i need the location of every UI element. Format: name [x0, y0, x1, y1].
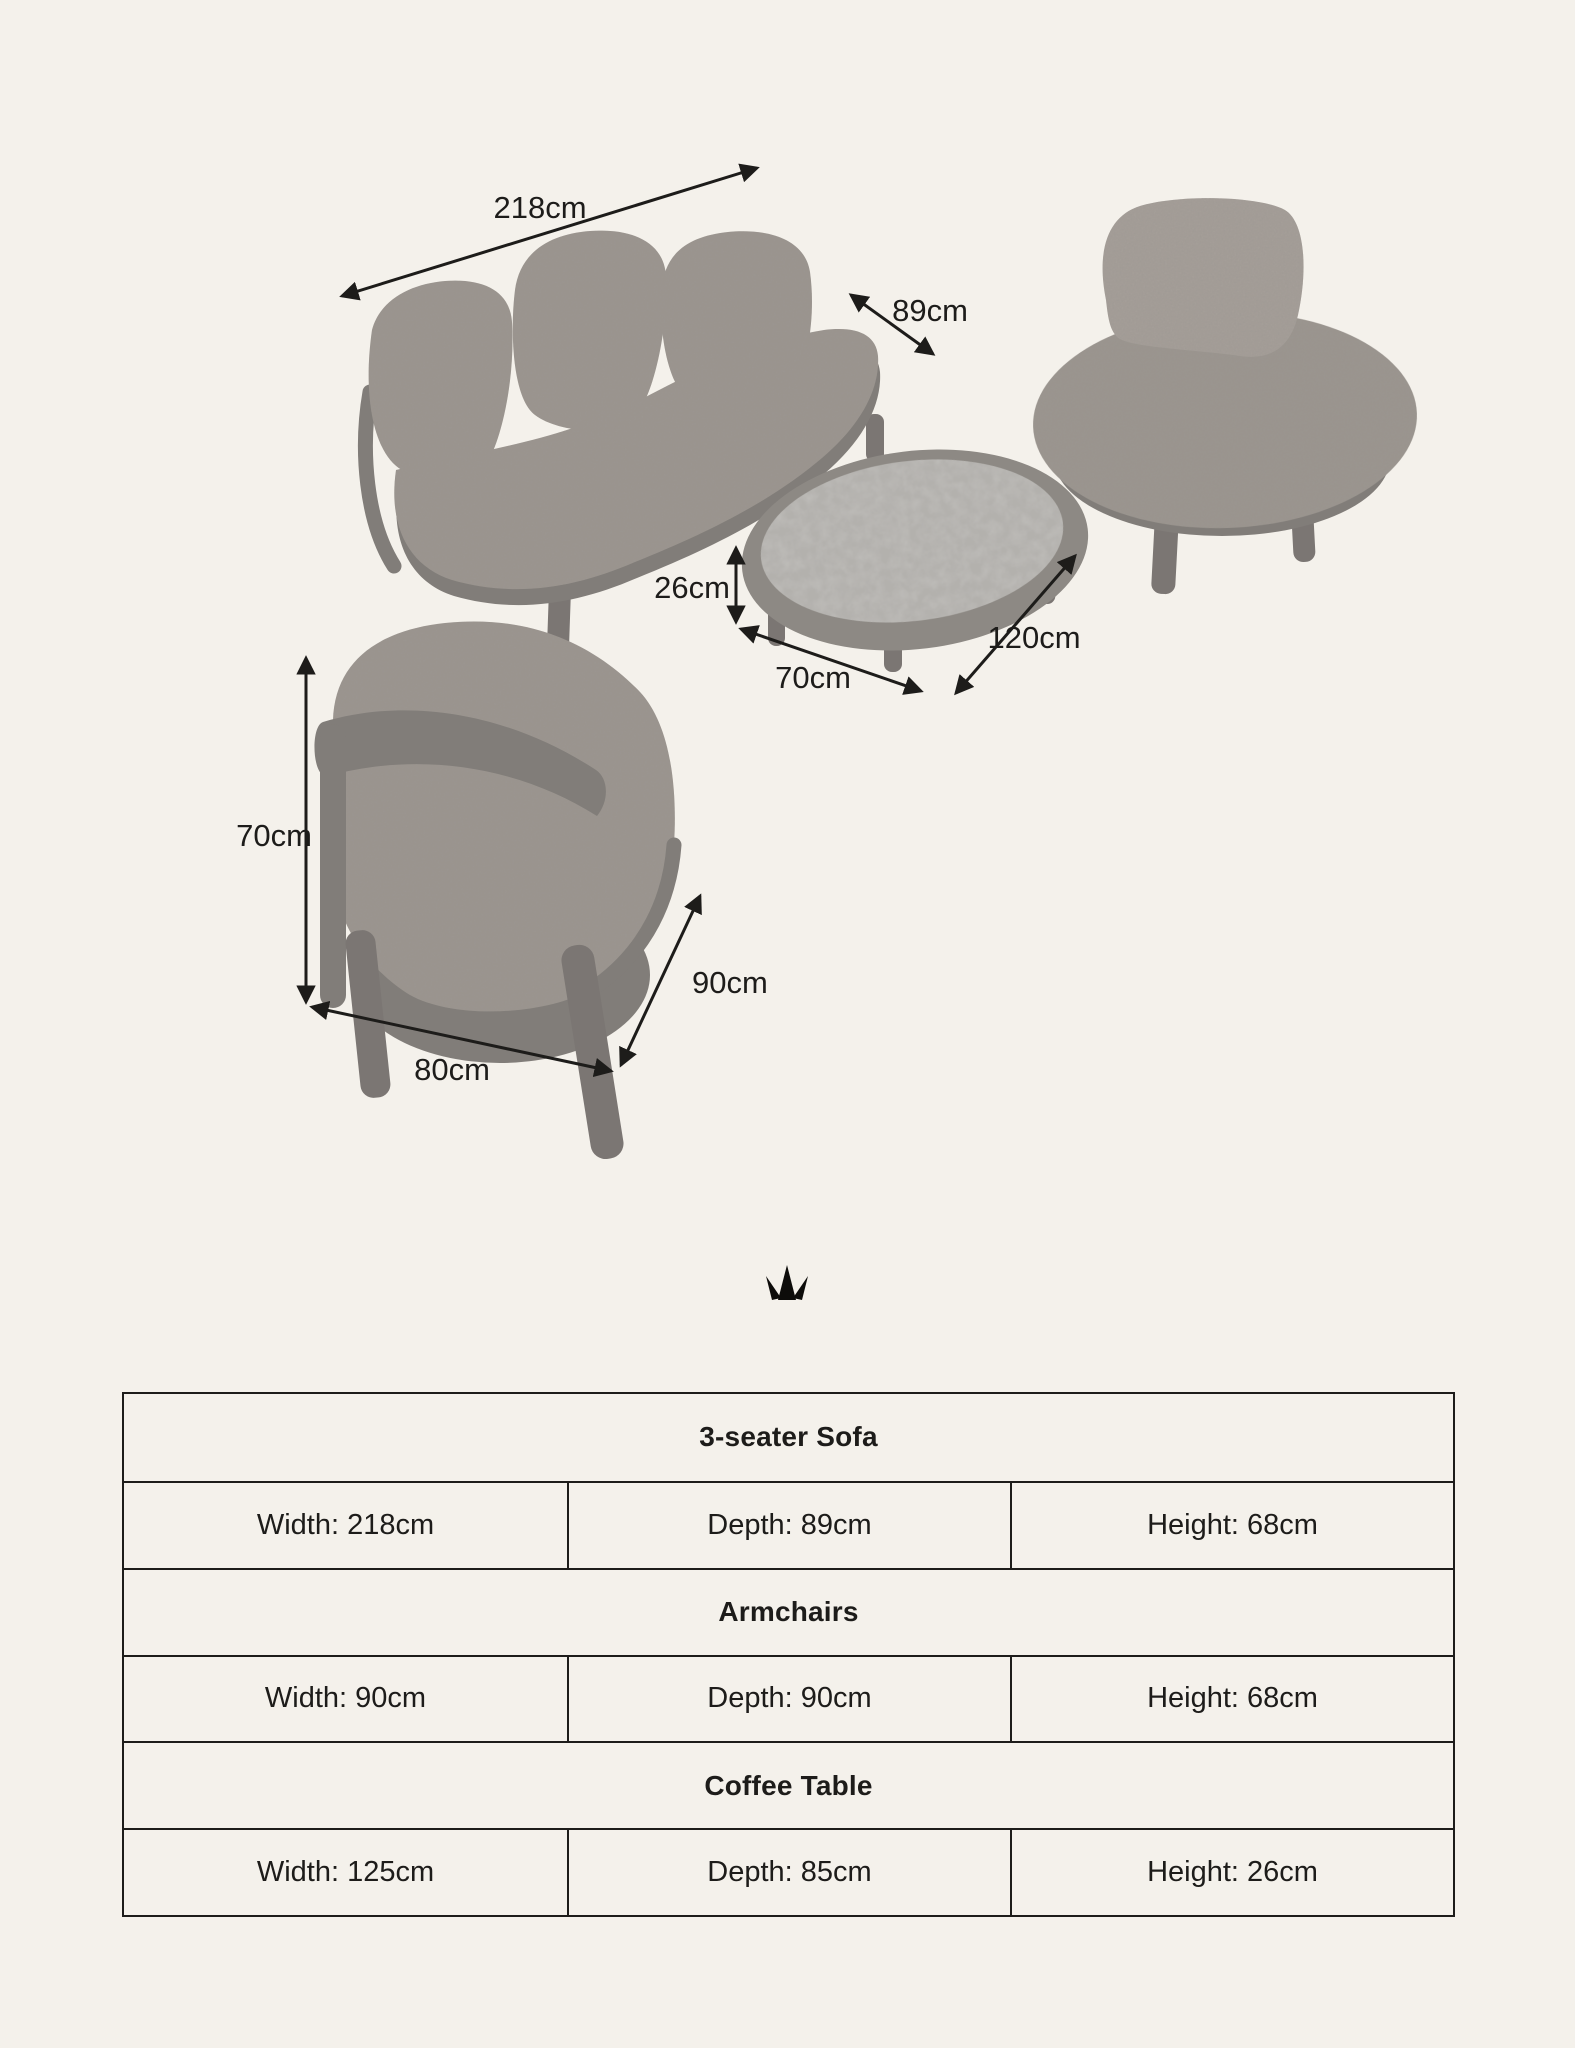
sofa-back-cushion-right: [661, 231, 812, 411]
spec-table: [122, 1392, 1455, 1917]
dimension-label-table-height: 26cm: [654, 570, 730, 605]
dimension-label-armchair-depth: 90cm: [692, 965, 768, 1000]
spec-section-header-sofa: 3-seater Sofa: [699, 1421, 878, 1453]
dimension-label-sofa-width: 218cm: [493, 190, 587, 225]
spec-cell-sofa-depth: Depth: 89cm: [567, 1483, 1010, 1568]
armchair-back-view: [314, 621, 674, 1161]
spec-cell-table-depth: Depth: 85cm: [567, 1830, 1010, 1915]
spec-cell-armchair-height: Height: 68cm: [1010, 1657, 1453, 1742]
dimension-label-armchair-height: 70cm: [236, 818, 312, 853]
crown-center-spike: [778, 1265, 796, 1300]
dimension-label-table-width: 120cm: [987, 620, 1081, 655]
sofa-back-cushion-left: [369, 281, 513, 483]
spec-section-header-coffee-table: Coffee Table: [124, 1741, 1453, 1828]
spec-row-coffee-table: [124, 1828, 1453, 1915]
spec-cell-armchair-width: Width: 90cm: [264, 1682, 427, 1715]
sofa-back-cushion-middle: [513, 231, 666, 431]
dimension-label-table-depth: 70cm: [775, 660, 851, 695]
spec-row-armchairs: [124, 1655, 1453, 1742]
spec-cell-table-height: Height: 26cm: [1010, 1830, 1453, 1915]
crown-left-spike: [766, 1276, 781, 1300]
crown-right-spike: [793, 1276, 808, 1300]
armchair-back-cushion: [1103, 198, 1304, 357]
spec-section-header-armchairs: Armchairs: [124, 1568, 1453, 1655]
armchair-back-frame-side: [320, 724, 346, 1008]
spec-cell-table-width: Width: 125cm: [256, 1856, 435, 1889]
dimension-label-armchair-width: 80cm: [414, 1052, 490, 1087]
crown-logo-icon: [766, 1265, 808, 1300]
dimension-label-sofa-depth: 89cm: [892, 293, 968, 328]
sofa-leg: [866, 414, 884, 462]
spec-row-sofa: [124, 1481, 1453, 1568]
spec-cell-sofa-height: Height: 68cm: [1010, 1483, 1453, 1568]
spec-cell-sofa-width: Width: 218cm: [256, 1508, 435, 1541]
spec-cell-armchair-depth: Depth: 90cm: [567, 1657, 1010, 1742]
